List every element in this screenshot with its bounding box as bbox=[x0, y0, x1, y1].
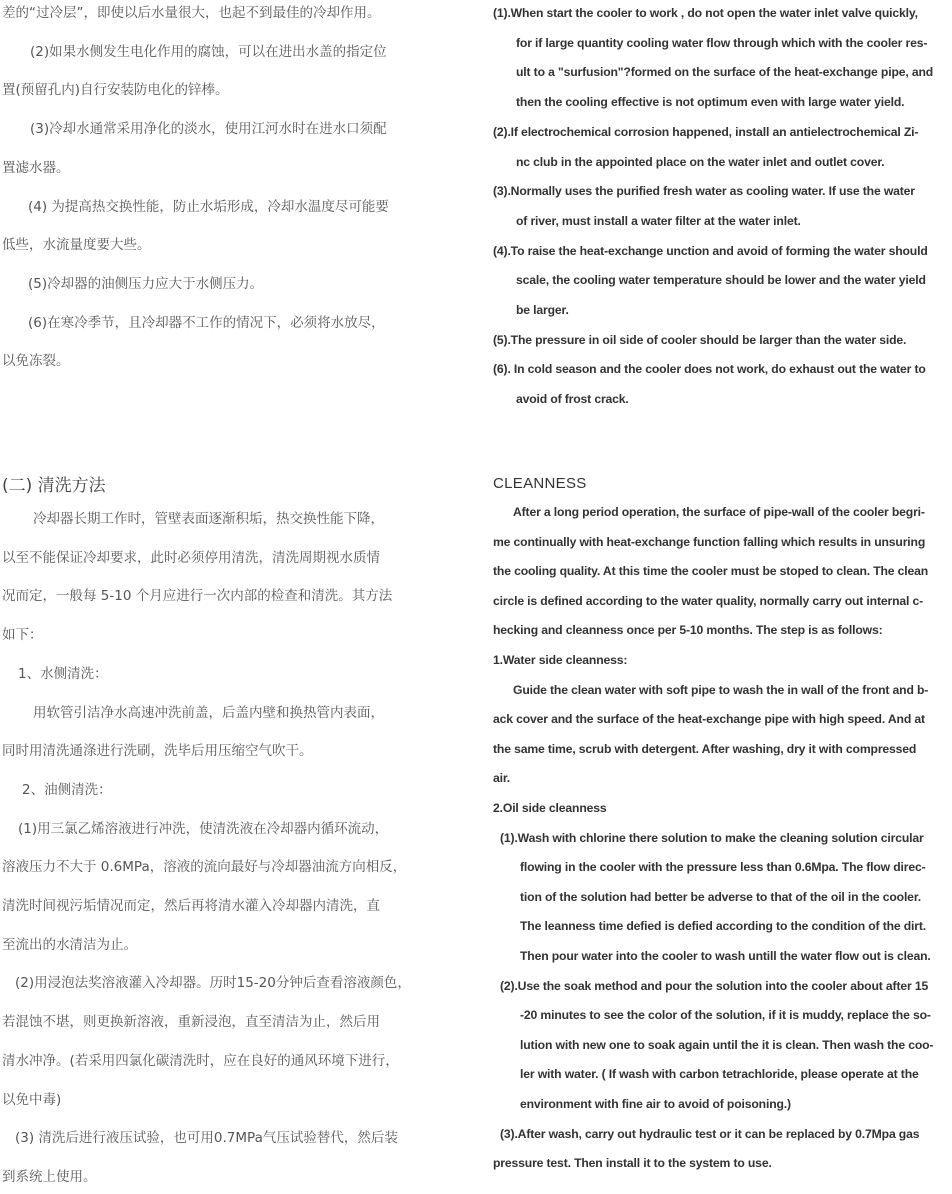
chinese-text-line: 以免中毒) bbox=[2, 1091, 62, 1108]
english-text-line: -20 minutes to see the color of the solution, if it is muddy, replace the so- bbox=[520, 1008, 931, 1023]
chinese-text-line: 差的“过冷层”，即使以后水量很大，也起不到最佳的冷却作用。 bbox=[2, 5, 381, 21]
chinese-text-line: 至流出的水清洁为止。 bbox=[2, 936, 137, 953]
english-text-line: environment with fine air to avoid of poisoning.) bbox=[520, 1097, 791, 1111]
chinese-text-line: 以免冻裂。 bbox=[2, 353, 70, 370]
english-text-line: air. bbox=[493, 771, 511, 786]
chinese-text-line: (5)冷却器的油侧压力应大于水侧压力。 bbox=[28, 275, 264, 292]
english-text-line: Guide the clean water with soft pipe to wash the in wall of the front and b- bbox=[513, 682, 929, 697]
chinese-text-line: 清水冲净。(若采用四氯化碳清洗时，应在良好的通风环境下进行， bbox=[2, 1052, 399, 1069]
chinese-text-line: (6)在寒冷季节，且冷却器不工作的情况下，必须将水放尽， bbox=[28, 314, 385, 331]
english-text-line: ack cover and the surface of the heat-exchange pipe with high speed. And at bbox=[493, 712, 925, 727]
english-text-line: ult to a "surfusion"?formed on the surface of the heat-exchange pipe, and bbox=[516, 65, 934, 80]
chinese-text-line: 冷却器长期工作时，管壁表面逐渐积垢，热交换性能下降， bbox=[33, 511, 384, 527]
english-text-line: ler with water. ( If wash with carbon tetrachloride, please operate at the bbox=[520, 1067, 919, 1082]
chinese-text-line: (4) 为提高热交换性能，防止水垢形成，冷却水温度尽可能要 bbox=[28, 198, 389, 215]
english-text-line: tion of the solution had better be adverse to that of the oil in the cooler. bbox=[520, 889, 921, 904]
chinese-text-line: 同时用清洗通涤进行洗刷，洗毕后用压缩空气吹干。 bbox=[2, 743, 313, 760]
chinese-text-line: (2)如果水侧发生电化作用的腐蚀，可以在进出水盖的指定位 bbox=[30, 43, 387, 60]
english-text-line: me continually with heat-exchange function falling which results in unsuring bbox=[493, 534, 926, 549]
chinese-text-line: 用软管引洁净水高速冲洗前盖，后盖内壁和换热管内表面， bbox=[33, 704, 384, 721]
english-text-line: (1).Wash with chlorine there solution to make the cleaning solution circular bbox=[500, 830, 924, 845]
english-text-line: 1.Water side cleanness: bbox=[493, 653, 628, 667]
chinese-text-line: (2)用浸泡法奖溶液灌入冷却器。历时15-20分钟后查看溶液颜色， bbox=[15, 975, 411, 992]
chinese-text-line: 1、水侧清洗： bbox=[18, 665, 108, 682]
chinese-text-line: 2、油侧清洗： bbox=[22, 781, 112, 798]
english-text-line: Then pour water into the cooler to wash untill the water flow out is clean. bbox=[520, 949, 931, 963]
english-text-line: (1).When start the cooler to work , do not open the water inlet valve quickly, bbox=[493, 6, 918, 20]
chinese-text-line: 到系统上使用。 bbox=[2, 1168, 97, 1185]
chinese-text-line: (3) 清洗后进行液压试验，也可用0.7MPa气压试验替代，然后装 bbox=[15, 1130, 398, 1147]
chinese-text-line: 清洗时间视污垢情况而定，然后再将清水灌入冷却器内清洗，直 bbox=[2, 898, 380, 914]
chinese-text-line: 置(预留孔内)自行安装防电化的锌棒。 bbox=[2, 82, 229, 99]
chinese-text-line: (1)用三氯乙烯溶液进行冲洗，使清洗液在冷却器内循环流动， bbox=[18, 820, 389, 837]
english-text-line: be larger. bbox=[516, 303, 569, 317]
english-text-line: (5).The pressure in oil side of cooler should be larger than the water side. bbox=[493, 332, 907, 347]
english-text-line: 2.Oil side cleanness bbox=[493, 801, 607, 815]
chinese-text-line: 溶液压力不大于 0.6MPa，溶液的流向最好与冷却器油流方向相反， bbox=[2, 859, 407, 876]
chinese-text-line: (3)冷却水通常采用净化的淡水，使用江河水时在进水口须配 bbox=[30, 121, 387, 138]
chinese-text-line: 况而定，一般每 5-10 个月应进行一次内部的检查和清洗。其方法 bbox=[2, 588, 393, 605]
english-text-line: scale, the cooling water temperature should be lower and the water yield bbox=[516, 273, 926, 288]
english-text-line: circle is defined according to the water quality, normally carry out internal c- bbox=[493, 593, 924, 608]
chinese-section-heading: (二) 清洗方法 bbox=[2, 476, 106, 496]
english-text-line: The leanness time defied is defied according to the condition of the dirt. bbox=[520, 919, 927, 934]
english-text-line: avoid of frost crack. bbox=[516, 392, 629, 407]
english-text-line: (2).Use the soak method and pour the solution into the cooler about after 15 bbox=[500, 978, 929, 993]
english-text-line: lution with new one to soak again until the it is clean. Then wash the coo- bbox=[520, 1037, 934, 1052]
english-text-line: After a long period operation, the surface of pipe-wall of the cooler begri- bbox=[513, 505, 925, 519]
chinese-text-line: 以至不能保证冷却要求，此时必须停用清洗，清洗周期视水质情 bbox=[2, 549, 380, 566]
english-text-line: pressure test. Then install it to the system to use. bbox=[493, 1156, 772, 1171]
english-text-line: (3).After wash, carry out hydraulic test or it can be replaced by 0.7Mpa gas bbox=[500, 1126, 920, 1141]
english-text-line: the same time, scrub with detergent. After washing, dry it with compressed bbox=[493, 741, 917, 756]
english-text-line: hecking and cleanness once per 5-10 months. The step is as follows: bbox=[493, 623, 883, 638]
english-text-line: of river, must install a water filter at the water inlet. bbox=[516, 213, 801, 228]
english-text-line: (2).If electrochemical corrosion happened, install an antielectrochemical Zi- bbox=[493, 124, 919, 139]
chinese-text-line: 低些，水流量度要大些。 bbox=[2, 237, 151, 254]
chinese-text-line: 如下： bbox=[2, 627, 43, 644]
chinese-text-line: 若混蚀不堪，则更换新溶液，重新浸泡，直至清洁为止，然后用 bbox=[2, 1014, 380, 1031]
chinese-text-line: 置滤水器。 bbox=[2, 159, 70, 176]
english-section-heading: CLEANNESS bbox=[493, 475, 587, 492]
english-text-line: (3).Normally uses the purified fresh water as cooling water. If use the water bbox=[493, 184, 915, 199]
english-text-line: (6). In cold season and the cooler does not work, do exhaust out the water to bbox=[493, 362, 926, 377]
english-text-line: flowing in the cooler with the pressure less than 0.6Mpa. The flow direc- bbox=[520, 860, 926, 875]
english-text-line: then the cooling effective is not optimum even with large water yield. bbox=[516, 95, 905, 110]
english-text-line: for if large quantity cooling water flow through which with the cooler res- bbox=[516, 35, 928, 50]
english-text-line: nc club in the appointed place on the water inlet and outlet cover. bbox=[516, 154, 885, 169]
english-text-line: the cooling quality. At this time the cooler must be stoped to clean. The clean bbox=[493, 564, 929, 579]
english-text-line: (4).To raise the heat-exchange unction and avoid of forming the water should bbox=[493, 243, 928, 258]
